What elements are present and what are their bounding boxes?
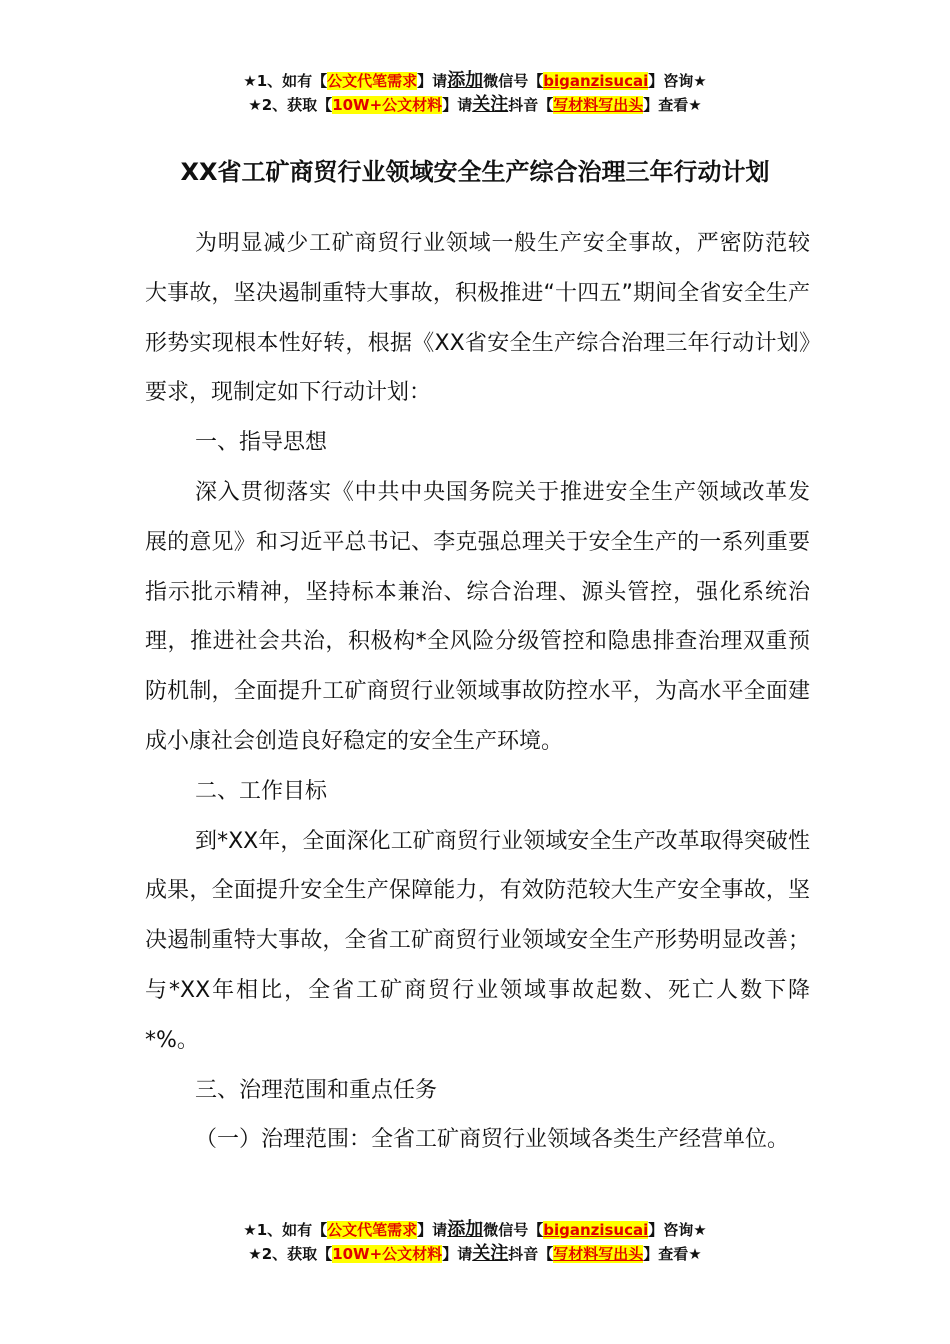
promo-text: 】查看★ [643, 96, 702, 114]
promo-text: ★1、如有【 [243, 72, 328, 90]
promo-line-1 [0, 1218, 950, 1242]
douyin-account-link[interactable]: 写材料写出头 [553, 1245, 644, 1263]
promo-text: 微信号【 [483, 1221, 544, 1239]
paragraph: 为明显减少工矿商贸行业领域一般生产安全事故，严密防范较大事故，坚决遏制重特大事故，积极推进“十四五”期间全省安全生产形势实现根本性好转，根据《XX省安全生产综合治理三年行动计划》要求，现制定如下行动计划： [145, 231, 810, 406]
promo-highlight: 10W+公文材料 [332, 96, 443, 114]
promo-text: ★2、获取【 [248, 1245, 333, 1263]
promo-text: ★2、获取【 [248, 96, 333, 114]
promo-emphasis: 关注 [472, 1243, 509, 1264]
promo-text: 微信号【 [483, 72, 544, 90]
paragraph: 深入贯彻落实《中共中央国务院关于推进安全生产领域改革发展的意见》和习近平总书记、李克强总理关于安全生产的一系列重要指示批示精神，坚持标本兼治、综合治理、源头管控，强化系统治理，推进社会共治，积极构*全风险分级管控和隐患排查治理双重预防机制，全面提升工矿商贸行业领域事故防控水平，为高水平全面建成小康社会创造良好稳定的安全生产环境。 [145, 479, 810, 754]
promo-text: 】请 [417, 72, 448, 90]
promo-highlight: 公文代笔需求 [327, 72, 418, 90]
document-body [145, 219, 810, 1165]
promo-line-2 [0, 93, 950, 117]
promo-line-1 [0, 69, 950, 93]
document-title: XX省工矿商贸行业领域安全生产综合治理三年行动计划 [180, 158, 770, 186]
promo-text: 】请 [442, 96, 473, 114]
promo-text: 】查看★ [643, 1245, 702, 1263]
promo-text: 】请 [442, 1245, 473, 1263]
wechat-id-link[interactable]: biganzisucai [543, 1221, 649, 1239]
section-heading: 三、治理范围和重点任务 [195, 1077, 438, 1103]
promo-text: 】请 [417, 1221, 448, 1239]
wechat-id-link[interactable]: biganzisucai [543, 72, 649, 90]
douyin-account-link[interactable]: 写材料写出头 [553, 96, 644, 114]
promo-footer [0, 1218, 950, 1266]
promo-emphasis: 添加 [447, 1219, 484, 1240]
promo-emphasis: 关注 [472, 94, 509, 115]
promo-text: 】咨询★ [648, 72, 707, 90]
section-heading: 二、工作目标 [195, 778, 328, 804]
promo-highlight: 公文代笔需求 [327, 1221, 418, 1239]
promo-text: 】咨询★ [648, 1221, 707, 1239]
promo-text: 抖音【 [508, 1245, 554, 1263]
promo-header [0, 69, 950, 117]
paragraph: （一）治理范围：全省工矿商贸行业领域各类生产经营单位。 [195, 1127, 790, 1153]
promo-line-2 [0, 1242, 950, 1266]
promo-text: ★1、如有【 [243, 1221, 328, 1239]
promo-emphasis: 添加 [447, 70, 484, 91]
promo-text: 抖音【 [508, 96, 554, 114]
paragraph: 到*XX年，全面深化工矿商贸行业领域安全生产改革取得突破性成果，全面提升安全生产保障能力，有效防范较大生产安全事故，坚决遏制重特大事故，全省工矿商贸行业领域安全生产形势明显改善；与*XX年相比，全省工矿商贸行业领域事故起数、死亡人数下降*%。 [145, 828, 810, 1053]
section-heading: 一、指导思想 [195, 430, 328, 456]
promo-highlight: 10W+公文材料 [332, 1245, 443, 1263]
